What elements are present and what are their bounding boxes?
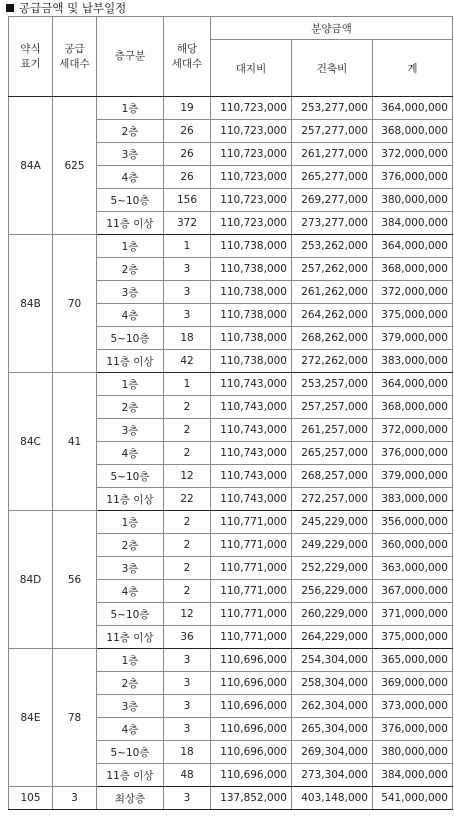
- count-cell: 372: [164, 212, 211, 235]
- count-cell: 18: [164, 327, 211, 350]
- total-price-cell: 376,000,000: [373, 718, 453, 741]
- count-cell: 12: [164, 603, 211, 626]
- building-price-cell: 252,229,000: [292, 557, 373, 580]
- building-price-cell: 272,257,000: [292, 488, 373, 511]
- floor-cell: 1층: [97, 235, 164, 258]
- floor-cell: 5~10층: [97, 327, 164, 350]
- building-price-cell: 256,229,000: [292, 580, 373, 603]
- land-price-cell: 110,738,000: [211, 281, 292, 304]
- total-price-cell: 369,000,000: [373, 672, 453, 695]
- header-floor: 층구분: [97, 17, 164, 97]
- land-price-cell: 110,723,000: [211, 166, 292, 189]
- count-cell: 3: [164, 695, 211, 718]
- total-price-cell: 379,000,000: [373, 327, 453, 350]
- total-price-cell: 367,000,000: [373, 580, 453, 603]
- land-price-cell: 110,771,000: [211, 511, 292, 534]
- units-cell: 56: [53, 511, 97, 649]
- total-price-cell: 383,000,000: [373, 350, 453, 373]
- total-price-cell: 375,000,000: [373, 304, 453, 327]
- count-cell: 2: [164, 580, 211, 603]
- header-price-group: 분양금액: [211, 17, 453, 40]
- land-price-cell: 110,738,000: [211, 235, 292, 258]
- total-price-cell: 380,000,000: [373, 189, 453, 212]
- count-cell: 2: [164, 511, 211, 534]
- building-price-cell: 253,257,000: [292, 373, 373, 396]
- building-price-cell: 261,262,000: [292, 281, 373, 304]
- land-price-cell: 110,743,000: [211, 419, 292, 442]
- count-cell: 156: [164, 189, 211, 212]
- total-price-cell: 364,000,000: [373, 97, 453, 120]
- count-cell: 26: [164, 143, 211, 166]
- land-price-cell: 110,743,000: [211, 373, 292, 396]
- floor-cell: 3층: [97, 695, 164, 718]
- floor-cell: 11층 이상: [97, 626, 164, 649]
- floor-cell: 11층 이상: [97, 488, 164, 511]
- floor-cell: 5~10층: [97, 603, 164, 626]
- type-cell: 105: [9, 787, 53, 810]
- type-cell: 84A: [9, 97, 53, 235]
- floor-cell: 2층: [97, 672, 164, 695]
- land-price-cell: 110,723,000: [211, 212, 292, 235]
- header-type: 약식 표기: [9, 17, 53, 97]
- floor-cell: 11층 이상: [97, 350, 164, 373]
- floor-cell: 4층: [97, 304, 164, 327]
- count-cell: 42: [164, 350, 211, 373]
- building-price-cell: 258,304,000: [292, 672, 373, 695]
- floor-cell: 최상층: [97, 787, 164, 810]
- total-price-cell: 371,000,000: [373, 603, 453, 626]
- total-price-cell: 360,000,000: [373, 534, 453, 557]
- land-price-cell: 110,771,000: [211, 557, 292, 580]
- units-cell: 625: [53, 97, 97, 235]
- land-price-cell: 110,743,000: [211, 396, 292, 419]
- building-price-cell: 249,229,000: [292, 534, 373, 557]
- floor-cell: 11층 이상: [97, 764, 164, 787]
- floor-cell: 4층: [97, 580, 164, 603]
- type-cell: 84E: [9, 649, 53, 787]
- land-price-cell: 110,771,000: [211, 534, 292, 557]
- table-row: [9, 235, 453, 258]
- building-price-cell: 254,304,000: [292, 649, 373, 672]
- land-price-cell: 110,743,000: [211, 488, 292, 511]
- count-cell: 3: [164, 258, 211, 281]
- land-price-cell: 137,852,000: [211, 787, 292, 810]
- building-price-cell: 264,229,000: [292, 626, 373, 649]
- building-price-cell: 264,262,000: [292, 304, 373, 327]
- count-cell: 48: [164, 764, 211, 787]
- land-price-cell: 110,738,000: [211, 327, 292, 350]
- square-bullet-icon: [6, 4, 14, 12]
- land-price-cell: 110,696,000: [211, 741, 292, 764]
- land-price-cell: 110,738,000: [211, 258, 292, 281]
- floor-cell: 11층 이상: [97, 212, 164, 235]
- total-price-cell: 373,000,000: [373, 695, 453, 718]
- count-cell: 36: [164, 626, 211, 649]
- building-price-cell: 403,148,000: [292, 787, 373, 810]
- units-cell: 41: [53, 373, 97, 511]
- total-price-cell: 372,000,000: [373, 143, 453, 166]
- land-price-cell: 110,723,000: [211, 120, 292, 143]
- land-price-cell: 110,723,000: [211, 189, 292, 212]
- building-price-cell: 273,277,000: [292, 212, 373, 235]
- count-cell: 3: [164, 787, 211, 810]
- floor-cell: 2층: [97, 120, 164, 143]
- land-price-cell: 110,771,000: [211, 580, 292, 603]
- count-cell: 3: [164, 718, 211, 741]
- table-row: [9, 97, 453, 120]
- land-price-cell: 110,723,000: [211, 97, 292, 120]
- building-price-cell: 272,262,000: [292, 350, 373, 373]
- header-units: 공급 세대수: [53, 17, 97, 97]
- total-price-cell: 376,000,000: [373, 166, 453, 189]
- floor-cell: 2층: [97, 396, 164, 419]
- building-price-cell: 257,262,000: [292, 258, 373, 281]
- total-price-cell: 364,000,000: [373, 373, 453, 396]
- land-price-cell: 110,771,000: [211, 603, 292, 626]
- floor-cell: 2층: [97, 258, 164, 281]
- building-price-cell: 269,304,000: [292, 741, 373, 764]
- building-price-cell: 253,277,000: [292, 97, 373, 120]
- floor-cell: 1층: [97, 373, 164, 396]
- units-cell: 70: [53, 235, 97, 373]
- floor-cell: 2층: [97, 534, 164, 557]
- count-cell: 3: [164, 649, 211, 672]
- table-row: [9, 787, 453, 810]
- building-price-cell: 265,277,000: [292, 166, 373, 189]
- header-land: 대지비: [211, 40, 292, 97]
- building-price-cell: 265,304,000: [292, 718, 373, 741]
- land-price-cell: 110,743,000: [211, 465, 292, 488]
- building-price-cell: 245,229,000: [292, 511, 373, 534]
- floor-cell: 3층: [97, 419, 164, 442]
- total-price-cell: 364,000,000: [373, 235, 453, 258]
- land-price-cell: 110,743,000: [211, 442, 292, 465]
- count-cell: 2: [164, 419, 211, 442]
- floor-cell: 1층: [97, 97, 164, 120]
- building-price-cell: 262,304,000: [292, 695, 373, 718]
- floor-cell: 4층: [97, 442, 164, 465]
- count-cell: 12: [164, 465, 211, 488]
- total-price-cell: 356,000,000: [373, 511, 453, 534]
- total-price-cell: 363,000,000: [373, 557, 453, 580]
- table-row: [9, 511, 453, 534]
- floor-cell: 1층: [97, 511, 164, 534]
- building-price-cell: 253,262,000: [292, 235, 373, 258]
- land-price-cell: 110,696,000: [211, 718, 292, 741]
- building-price-cell: 268,257,000: [292, 465, 373, 488]
- building-price-cell: 265,257,000: [292, 442, 373, 465]
- floor-cell: 1층: [97, 649, 164, 672]
- total-price-cell: 376,000,000: [373, 442, 453, 465]
- total-price-cell: 372,000,000: [373, 281, 453, 304]
- total-price-cell: 383,000,000: [373, 488, 453, 511]
- floor-cell: 4층: [97, 718, 164, 741]
- floor-cell: 3층: [97, 143, 164, 166]
- type-cell: 84B: [9, 235, 53, 373]
- section-title-text: 공급금액 및 납부일정: [19, 1, 127, 15]
- count-cell: 19: [164, 97, 211, 120]
- count-cell: 2: [164, 442, 211, 465]
- count-cell: 1: [164, 235, 211, 258]
- type-cell: 84D: [9, 511, 53, 649]
- count-cell: 2: [164, 557, 211, 580]
- count-cell: 3: [164, 304, 211, 327]
- land-price-cell: 110,696,000: [211, 764, 292, 787]
- total-price-cell: 365,000,000: [373, 649, 453, 672]
- total-price-cell: 372,000,000: [373, 419, 453, 442]
- building-price-cell: 268,262,000: [292, 327, 373, 350]
- count-cell: 1: [164, 373, 211, 396]
- count-cell: 18: [164, 741, 211, 764]
- total-price-cell: 368,000,000: [373, 396, 453, 419]
- building-price-cell: 257,277,000: [292, 120, 373, 143]
- floor-cell: 3층: [97, 281, 164, 304]
- floor-cell: 5~10층: [97, 465, 164, 488]
- header-total: 계: [373, 40, 453, 97]
- building-price-cell: 260,229,000: [292, 603, 373, 626]
- count-cell: 26: [164, 120, 211, 143]
- total-price-cell: 368,000,000: [373, 120, 453, 143]
- land-price-cell: 110,696,000: [211, 695, 292, 718]
- land-price-cell: 110,738,000: [211, 304, 292, 327]
- floor-cell: 3층: [97, 557, 164, 580]
- land-price-cell: 110,771,000: [211, 626, 292, 649]
- units-cell: 3: [53, 787, 97, 810]
- total-price-cell: 368,000,000: [373, 258, 453, 281]
- units-cell: 78: [53, 649, 97, 787]
- total-price-cell: 380,000,000: [373, 741, 453, 764]
- total-price-cell: 375,000,000: [373, 626, 453, 649]
- floor-cell: 4층: [97, 166, 164, 189]
- land-price-cell: 110,723,000: [211, 143, 292, 166]
- table-body: [9, 97, 453, 810]
- count-cell: 2: [164, 534, 211, 557]
- total-price-cell: 541,000,000: [373, 787, 453, 810]
- building-price-cell: 261,277,000: [292, 143, 373, 166]
- building-price-cell: 261,257,000: [292, 419, 373, 442]
- price-table: [8, 16, 453, 810]
- building-price-cell: 257,257,000: [292, 396, 373, 419]
- table-row: [9, 373, 453, 396]
- count-cell: 3: [164, 672, 211, 695]
- land-price-cell: 110,738,000: [211, 350, 292, 373]
- type-cell: 84C: [9, 373, 53, 511]
- land-price-cell: 110,696,000: [211, 649, 292, 672]
- total-price-cell: 379,000,000: [373, 465, 453, 488]
- count-cell: 26: [164, 166, 211, 189]
- total-price-cell: 384,000,000: [373, 212, 453, 235]
- total-price-cell: 384,000,000: [373, 764, 453, 787]
- count-cell: 22: [164, 488, 211, 511]
- floor-cell: 5~10층: [97, 741, 164, 764]
- floor-cell: 5~10층: [97, 189, 164, 212]
- table-row: [9, 649, 453, 672]
- section-title: [6, 1, 126, 15]
- header-count: 해당 세대수: [164, 17, 211, 97]
- building-price-cell: 269,277,000: [292, 189, 373, 212]
- header-building: 건축비: [292, 40, 373, 97]
- land-price-cell: 110,696,000: [211, 672, 292, 695]
- count-cell: 3: [164, 281, 211, 304]
- count-cell: 2: [164, 396, 211, 419]
- building-price-cell: 273,304,000: [292, 764, 373, 787]
